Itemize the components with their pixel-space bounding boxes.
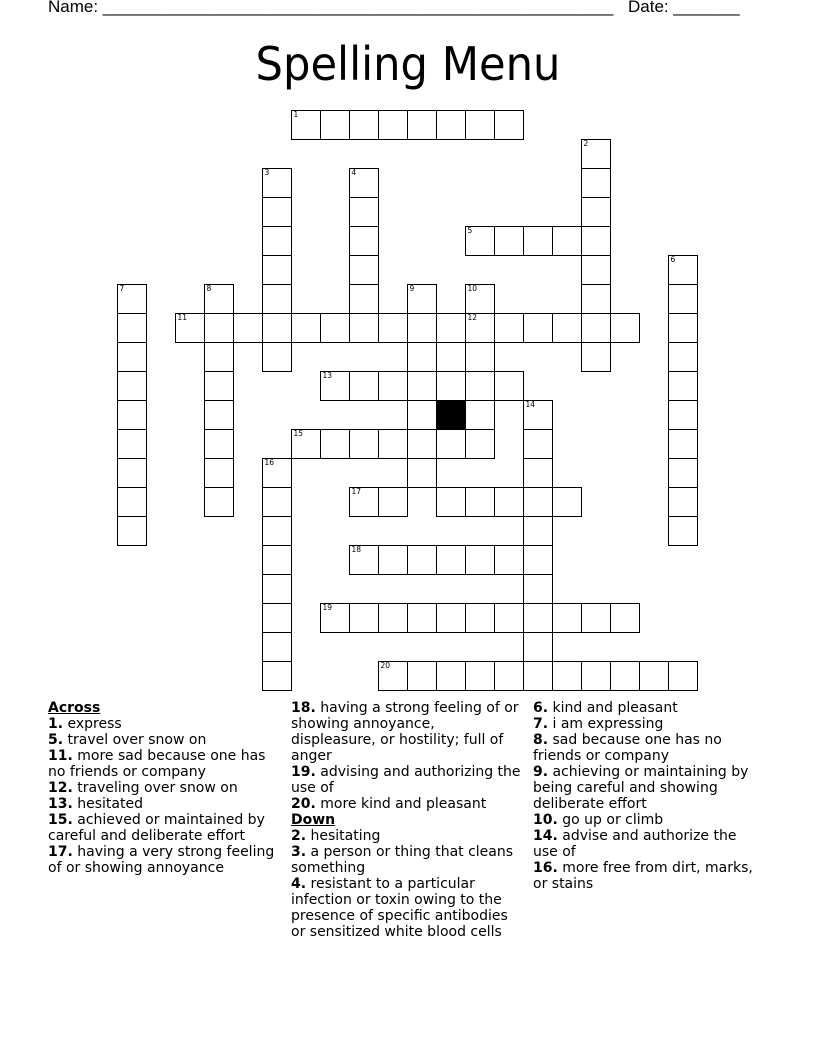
clue-column-2: [291, 700, 523, 940]
grid-cell[interactable]: [494, 603, 524, 633]
clue-item-text: traveling over snow on: [72, 780, 238, 796]
clue-item-text: kind and pleasant: [548, 700, 678, 716]
grid-cell[interactable]: [349, 226, 379, 256]
grid-cell[interactable]: [233, 313, 263, 343]
grid-cell[interactable]: [117, 458, 147, 488]
clue-item-number: 6.: [533, 700, 549, 716]
grid-cell[interactable]: [262, 342, 292, 372]
grid-cell[interactable]: [610, 661, 640, 691]
grid-cell[interactable]: [610, 603, 640, 633]
clue-item-text: i am expressing: [548, 716, 664, 732]
grid-cell[interactable]: [349, 429, 379, 459]
grid-cell[interactable]: [320, 110, 350, 140]
clue-item-text: hesitated: [72, 796, 143, 812]
clue-item-number: 1.: [48, 716, 64, 732]
grid-cell[interactable]: [436, 545, 466, 575]
clue-item-number: 5.: [48, 732, 64, 748]
grid-cell[interactable]: [407, 284, 437, 314]
grid-cell[interactable]: [349, 603, 379, 633]
clue-number: 8: [206, 284, 212, 293]
clue-item-text: resistant to a particular infection or toxin owing to the presence of specific antibodies or sensitized white blood cells: [291, 876, 508, 940]
grid-cell[interactable]: [465, 603, 495, 633]
clue-section-heading: Down: [291, 812, 336, 828]
clue-item-text: express: [63, 716, 122, 732]
grid-cell[interactable]: [320, 371, 350, 401]
clue-item-number: 17.: [48, 844, 73, 860]
grid-cell[interactable]: [262, 661, 292, 691]
grid-cell[interactable]: [581, 139, 611, 169]
clue-number: 19: [322, 603, 333, 612]
grid-cell[interactable]: [523, 574, 553, 604]
clue-number: 14: [525, 400, 536, 409]
grid-cell[interactable]: [523, 313, 553, 343]
grid-cell[interactable]: [407, 110, 437, 140]
clue-item-text: go up or climb: [557, 812, 664, 828]
clue-item-number: 15.: [48, 812, 73, 828]
grid-cell[interactable]: [204, 400, 234, 430]
grid-cell[interactable]: [465, 342, 495, 372]
grid-cell[interactable]: [494, 371, 524, 401]
grid-cell[interactable]: [378, 603, 408, 633]
grid-cell[interactable]: [291, 110, 321, 140]
grid-cell[interactable]: [581, 313, 611, 343]
clue-item-text: more free from dirt, marks, or stains: [533, 860, 753, 892]
grid-cell[interactable]: [465, 429, 495, 459]
grid-cell[interactable]: [407, 661, 437, 691]
clue-number: 20: [380, 661, 391, 670]
grid-cell[interactable]: [291, 313, 321, 343]
grid-cell[interactable]: [204, 429, 234, 459]
grid-cell[interactable]: [668, 516, 698, 546]
grid-cell[interactable]: [349, 487, 379, 517]
grid-cell[interactable]: [262, 545, 292, 575]
grid-cell[interactable]: [320, 313, 350, 343]
grid-cell[interactable]: [494, 545, 524, 575]
grid-cell[interactable]: [581, 284, 611, 314]
clue-item-number: 3.: [291, 844, 307, 860]
grid-cell[interactable]: [465, 110, 495, 140]
grid-cell[interactable]: [465, 661, 495, 691]
clue-item: [48, 716, 280, 732]
clue-number: 11: [177, 313, 188, 322]
clue-item-text: having a strong feeling of or showing annoyance, displeasure, or hostility; full of anger: [291, 700, 519, 764]
grid-cell[interactable]: [117, 313, 147, 343]
grid-cell[interactable]: [465, 400, 495, 430]
grid-cell[interactable]: [668, 487, 698, 517]
grid-cell[interactable]: [581, 255, 611, 285]
grid-cell[interactable]: [262, 516, 292, 546]
clue-item-number: 20.: [291, 796, 316, 812]
grid-cell[interactable]: [494, 487, 524, 517]
grid-cell[interactable]: [668, 342, 698, 372]
clue-item: [48, 796, 280, 812]
grid-cell[interactable]: [349, 371, 379, 401]
grid-cell[interactable]: [552, 603, 582, 633]
grid-cell[interactable]: [581, 197, 611, 227]
clue-item-text: achieving or maintaining by being careful and showing deliberate effort: [533, 764, 749, 812]
clue-item-number: 11.: [48, 748, 73, 764]
grid-cell[interactable]: [378, 371, 408, 401]
grid-cell[interactable]: [436, 661, 466, 691]
clue-item: [48, 812, 280, 844]
clue-item: [48, 732, 280, 748]
grid-cell[interactable]: [320, 603, 350, 633]
grid-cell[interactable]: [117, 429, 147, 459]
clue-item-number: 18.: [291, 700, 316, 716]
grid-cell[interactable]: [262, 226, 292, 256]
clue-number: 12: [467, 313, 478, 322]
grid-cell[interactable]: [523, 226, 553, 256]
grid-cell[interactable]: [494, 226, 524, 256]
grid-cell[interactable]: [262, 197, 292, 227]
clue-item-number: 12.: [48, 780, 73, 796]
clue-item-text: more sad because one has no friends or company: [48, 748, 266, 780]
grid-cell[interactable]: [349, 197, 379, 227]
grid-cell[interactable]: [436, 603, 466, 633]
grid-cell[interactable]: [436, 487, 466, 517]
grid-cell[interactable]: [523, 603, 553, 633]
clue-item: [533, 700, 765, 716]
grid-cell[interactable]: [436, 371, 466, 401]
grid-cell[interactable]: [523, 632, 553, 662]
date-field-label[interactable]: Date: _______: [628, 0, 740, 16]
grid-cell[interactable]: [523, 487, 553, 517]
clue-number: 3: [264, 168, 270, 177]
clue-item-number: 13.: [48, 796, 73, 812]
grid-cell[interactable]: [407, 313, 437, 343]
grid-cell[interactable]: [465, 545, 495, 575]
clue-item-number: 8.: [533, 732, 549, 748]
clue-number: 18: [351, 545, 362, 554]
clue-number: 9: [409, 284, 415, 293]
grid-cell[interactable]: [581, 168, 611, 198]
clue-item-number: 2.: [291, 828, 307, 844]
grid-cell[interactable]: [262, 168, 292, 198]
clue-item-text: hesitating: [306, 828, 381, 844]
clue-item-number: 7.: [533, 716, 549, 732]
grid-cell[interactable]: [262, 574, 292, 604]
clue-item: [533, 732, 765, 764]
grid-cell[interactable]: [117, 516, 147, 546]
grid-cell[interactable]: [465, 226, 495, 256]
clue-item-number: 16.: [533, 860, 558, 876]
clue-item: [291, 764, 523, 796]
grid-cell[interactable]: [668, 255, 698, 285]
grid-cell[interactable]: [349, 255, 379, 285]
grid-cell[interactable]: [407, 371, 437, 401]
clue-item-text: advise and authorize the use of: [533, 828, 737, 860]
grid-cell[interactable]: [320, 429, 350, 459]
clue-number: 16: [264, 458, 275, 467]
name-field-label[interactable]: Name: ______________________________________________________: [48, 0, 614, 16]
grid-cell[interactable]: [262, 458, 292, 488]
grid-cell[interactable]: [378, 429, 408, 459]
clue-item: [533, 812, 765, 828]
grid-cell[interactable]: [494, 110, 524, 140]
grid-cell[interactable]: [581, 603, 611, 633]
clue-item: [291, 796, 523, 812]
grid-cell[interactable]: [523, 458, 553, 488]
clue-item: [291, 844, 523, 876]
grid-cell[interactable]: [378, 661, 408, 691]
clue-number: 7: [119, 284, 125, 293]
clue-item-text: sad because one has no friends or company: [533, 732, 722, 764]
grid-cell[interactable]: [494, 661, 524, 691]
clue-item-number: 10.: [533, 812, 558, 828]
grid-cell[interactable]: [668, 371, 698, 401]
clue-item-text: travel over snow on: [63, 732, 207, 748]
grid-cell[interactable]: [117, 371, 147, 401]
grid-cell[interactable]: [465, 284, 495, 314]
clue-section-heading: Across: [48, 700, 101, 716]
page-title: Spelling Menu: [255, 37, 561, 91]
clue-number: 1: [293, 110, 299, 119]
grid-cell[interactable]: [349, 313, 379, 343]
grid-cell[interactable]: [581, 226, 611, 256]
grid-cell[interactable]: [436, 429, 466, 459]
grid-block-cell: [436, 400, 466, 430]
grid-cell[interactable]: [349, 110, 379, 140]
grid-cell[interactable]: [349, 284, 379, 314]
grid-cell[interactable]: [204, 284, 234, 314]
grid-cell[interactable]: [523, 429, 553, 459]
clue-item-number: 14.: [533, 828, 558, 844]
grid-cell[interactable]: [668, 429, 698, 459]
clue-number: 15: [293, 429, 304, 438]
grid-cell[interactable]: [117, 284, 147, 314]
grid-cell[interactable]: [204, 487, 234, 517]
grid-cell[interactable]: [349, 545, 379, 575]
clue-item: [533, 716, 765, 732]
clue-item-text: advising and authorizing the use of: [291, 764, 521, 796]
clue-item-number: 4.: [291, 876, 307, 892]
grid-cell[interactable]: [668, 661, 698, 691]
grid-cell[interactable]: [378, 487, 408, 517]
grid-cell[interactable]: [378, 110, 408, 140]
grid-cell[interactable]: [668, 313, 698, 343]
clue-column-1: [48, 700, 280, 876]
grid-cell[interactable]: [523, 661, 553, 691]
clue-item: [533, 860, 765, 892]
grid-cell[interactable]: [494, 313, 524, 343]
grid-cell[interactable]: [436, 313, 466, 343]
grid-cell[interactable]: [407, 545, 437, 575]
grid-cell[interactable]: [262, 313, 292, 343]
grid-cell[interactable]: [262, 632, 292, 662]
clue-item-text: more kind and pleasant: [315, 796, 487, 812]
grid-cell[interactable]: [262, 487, 292, 517]
clue-number: 6: [670, 255, 676, 264]
clue-item: [291, 876, 523, 940]
grid-cell[interactable]: [204, 458, 234, 488]
clue-number: 13: [322, 371, 333, 380]
grid-cell[interactable]: [407, 342, 437, 372]
grid-cell[interactable]: [465, 487, 495, 517]
grid-cell[interactable]: [552, 313, 582, 343]
grid-cell[interactable]: [581, 342, 611, 372]
clue-item: [291, 700, 523, 764]
grid-cell[interactable]: [552, 487, 582, 517]
grid-cell[interactable]: [175, 313, 205, 343]
grid-cell[interactable]: [465, 313, 495, 343]
grid-cell[interactable]: [407, 400, 437, 430]
grid-cell[interactable]: [581, 661, 611, 691]
clue-number: 17: [351, 487, 362, 496]
clue-item-text: achieved or maintained by careful and deliberate effort: [48, 812, 265, 844]
grid-cell[interactable]: [204, 313, 234, 343]
clue-number: 5: [467, 226, 473, 235]
grid-cell[interactable]: [262, 603, 292, 633]
clue-item-number: 19.: [291, 764, 316, 780]
clue-item: [48, 748, 280, 780]
clue-number: 4: [351, 168, 357, 177]
grid-cell[interactable]: [407, 458, 437, 488]
grid-cell[interactable]: [262, 255, 292, 285]
grid-cell[interactable]: [204, 371, 234, 401]
clue-item: [533, 764, 765, 812]
grid-cell[interactable]: [523, 516, 553, 546]
clue-item-text: having a very strong feeling of or showing annoyance: [48, 844, 275, 876]
grid-cell[interactable]: [668, 458, 698, 488]
grid-cell[interactable]: [378, 313, 408, 343]
clue-item-text: a person or thing that cleans something: [291, 844, 514, 876]
clue-number: 10: [467, 284, 478, 293]
grid-cell[interactable]: [291, 429, 321, 459]
clue-item: [48, 780, 280, 796]
clue-column-3: [533, 700, 765, 892]
clue-item: [291, 828, 523, 844]
grid-cell[interactable]: [117, 487, 147, 517]
grid-cell[interactable]: [668, 284, 698, 314]
clue-item-number: 9.: [533, 764, 549, 780]
grid-cell[interactable]: [407, 429, 437, 459]
grid-cell[interactable]: [378, 545, 408, 575]
clue-item: [48, 844, 280, 876]
clue-number: 2: [583, 139, 589, 148]
clue-item: [533, 828, 765, 860]
grid-cell[interactable]: [349, 168, 379, 198]
grid-cell[interactable]: [204, 342, 234, 372]
grid-cell[interactable]: [610, 313, 640, 343]
grid-cell[interactable]: [639, 661, 669, 691]
grid-cell[interactable]: [436, 110, 466, 140]
grid-cell[interactable]: [407, 603, 437, 633]
grid-cell[interactable]: [523, 545, 553, 575]
grid-cell[interactable]: [552, 661, 582, 691]
grid-cell[interactable]: [262, 284, 292, 314]
grid-cell[interactable]: [465, 371, 495, 401]
grid-cell[interactable]: [552, 226, 582, 256]
grid-cell[interactable]: [523, 400, 553, 430]
grid-cell[interactable]: [117, 400, 147, 430]
grid-cell[interactable]: [117, 342, 147, 372]
grid-cell[interactable]: [668, 400, 698, 430]
